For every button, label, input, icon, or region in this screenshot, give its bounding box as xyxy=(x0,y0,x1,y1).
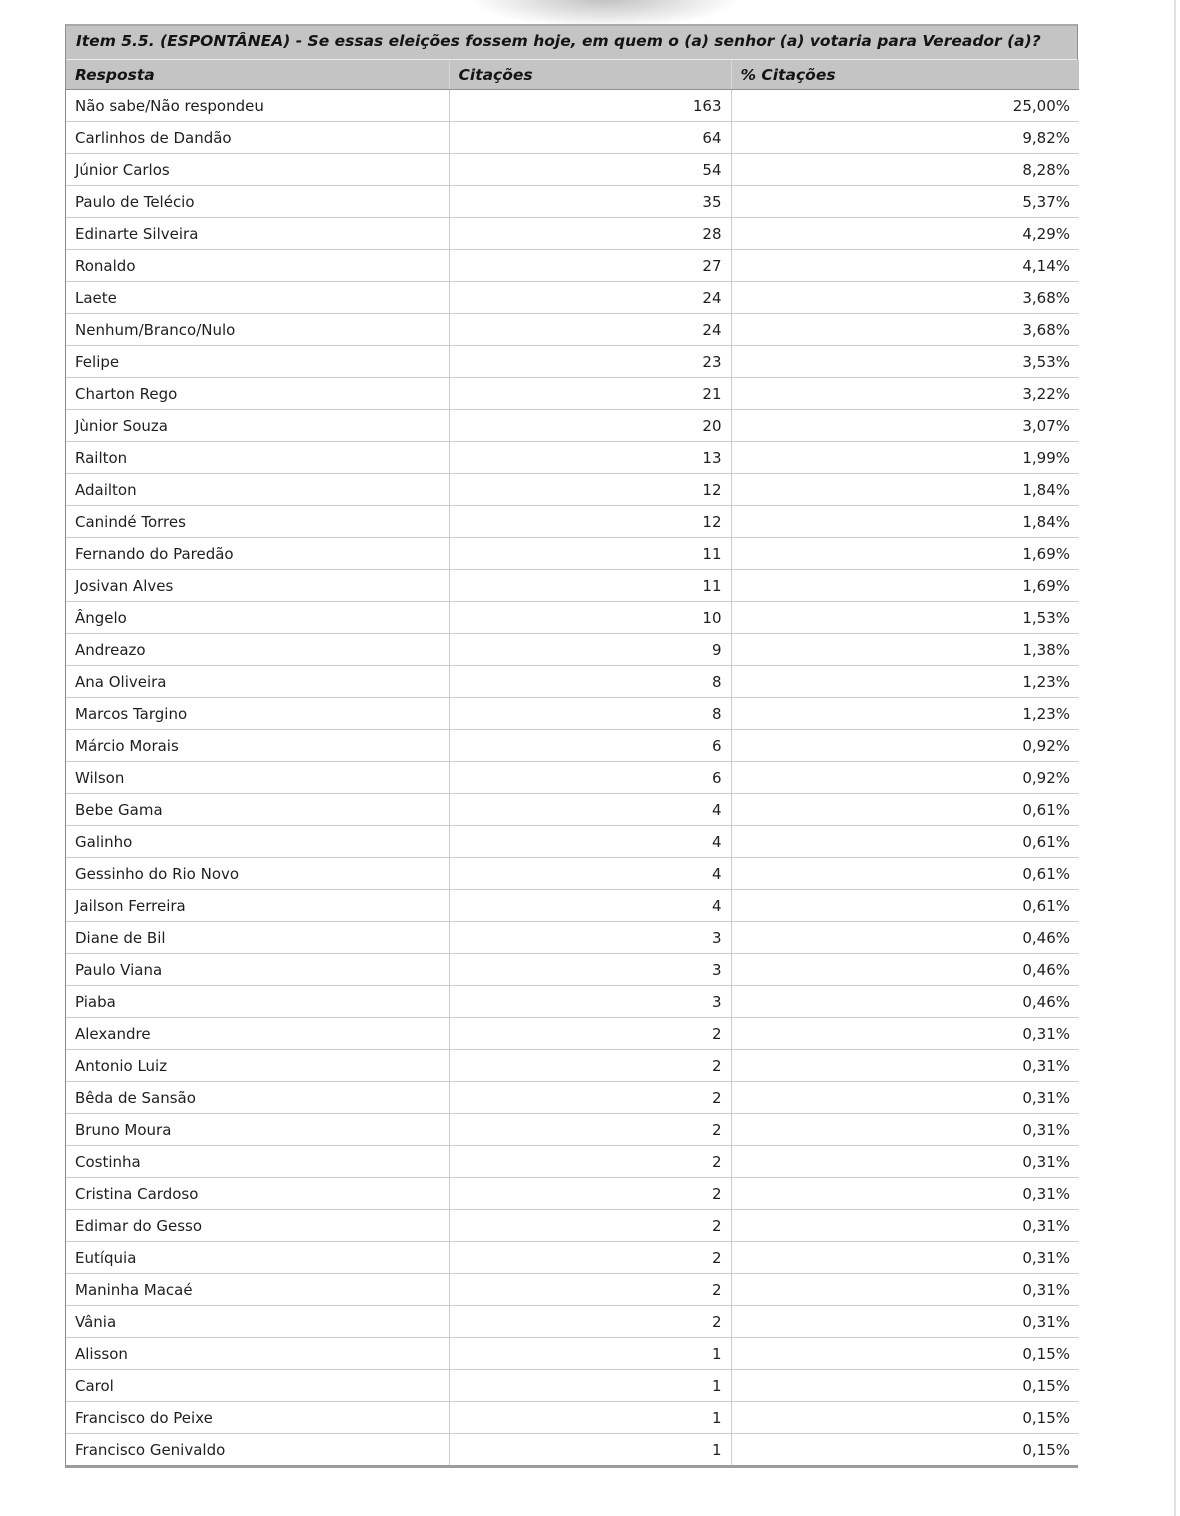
table-row xyxy=(66,826,1079,858)
pct-citacoes-cell: 0,31% xyxy=(731,1306,1079,1338)
pct-citacoes-cell: 1,84% xyxy=(731,474,1079,506)
table-row xyxy=(66,858,1079,890)
resposta-cell: Bebe Gama xyxy=(66,794,449,826)
table-row xyxy=(66,90,1079,122)
table-row xyxy=(66,218,1079,250)
resposta-cell: Felipe xyxy=(66,346,449,378)
table-row xyxy=(66,346,1079,378)
resposta-cell: Ronaldo xyxy=(66,250,449,282)
citacoes-cell: 64 xyxy=(449,122,731,154)
resposta-cell: Wilson xyxy=(66,762,449,794)
citacoes-cell: 2 xyxy=(449,1082,731,1114)
table-row xyxy=(66,1178,1079,1210)
resposta-cell: Gessinho do Rio Novo xyxy=(66,858,449,890)
table-row xyxy=(66,634,1079,666)
citacoes-cell: 4 xyxy=(449,794,731,826)
citacoes-cell: 2 xyxy=(449,1306,731,1338)
resposta-cell: Eutíquia xyxy=(66,1242,449,1274)
resposta-cell: Laete xyxy=(66,282,449,314)
citacoes-cell: 1 xyxy=(449,1402,731,1434)
pct-citacoes-cell: 0,15% xyxy=(731,1402,1079,1434)
citacoes-cell: 8 xyxy=(449,666,731,698)
pct-citacoes-cell: 0,31% xyxy=(731,1082,1079,1114)
table-row xyxy=(66,1242,1079,1274)
table-row xyxy=(66,1018,1079,1050)
citacoes-cell: 2 xyxy=(449,1274,731,1306)
table-row xyxy=(66,282,1079,314)
table-row xyxy=(66,410,1079,442)
citacoes-cell: 4 xyxy=(449,890,731,922)
table-row xyxy=(66,314,1079,346)
table-title: Item 5.5. (ESPONTÂNEA) - Se essas eleições fossem hoje, em quem o (a) senhor (a) votaria para Vereador (a)? xyxy=(66,26,1077,60)
column-header-citacoes: Citações xyxy=(449,60,731,90)
pct-citacoes-cell: 0,31% xyxy=(731,1018,1079,1050)
table-row xyxy=(66,730,1079,762)
resposta-cell: Ana Oliveira xyxy=(66,666,449,698)
resposta-cell: Jailson Ferreira xyxy=(66,890,449,922)
pct-citacoes-cell: 0,31% xyxy=(731,1242,1079,1274)
table-row xyxy=(66,378,1079,410)
resposta-cell: Fernando do Paredão xyxy=(66,538,449,570)
pct-citacoes-cell: 3,68% xyxy=(731,314,1079,346)
citacoes-cell: 6 xyxy=(449,762,731,794)
table-row xyxy=(66,794,1079,826)
citacoes-cell: 12 xyxy=(449,474,731,506)
pct-citacoes-cell: 3,22% xyxy=(731,378,1079,410)
pct-citacoes-cell: 0,61% xyxy=(731,794,1079,826)
table-row xyxy=(66,1274,1079,1306)
pct-citacoes-cell: 1,38% xyxy=(731,634,1079,666)
citacoes-cell: 2 xyxy=(449,1242,731,1274)
table-row xyxy=(66,698,1079,730)
citacoes-cell: 3 xyxy=(449,954,731,986)
resposta-cell: Paulo Viana xyxy=(66,954,449,986)
pct-citacoes-cell: 0,46% xyxy=(731,954,1079,986)
citacoes-cell: 6 xyxy=(449,730,731,762)
pct-citacoes-cell: 0,15% xyxy=(731,1370,1079,1402)
pct-citacoes-cell: 0,61% xyxy=(731,890,1079,922)
pct-citacoes-cell: 8,28% xyxy=(731,154,1079,186)
pct-citacoes-cell: 0,61% xyxy=(731,826,1079,858)
table-row xyxy=(66,1370,1079,1402)
table-row xyxy=(66,986,1079,1018)
header-row xyxy=(66,60,1079,90)
resposta-cell: Cristina Cardoso xyxy=(66,1178,449,1210)
citacoes-cell: 2 xyxy=(449,1178,731,1210)
table-row xyxy=(66,1338,1079,1370)
resposta-cell: Maninha Macaé xyxy=(66,1274,449,1306)
pct-citacoes-cell: 0,15% xyxy=(731,1338,1079,1370)
results-section xyxy=(65,24,1078,1468)
table-row xyxy=(66,602,1079,634)
citacoes-cell: 20 xyxy=(449,410,731,442)
pct-citacoes-cell: 4,14% xyxy=(731,250,1079,282)
pct-citacoes-cell: 0,92% xyxy=(731,762,1079,794)
column-header-resposta: Resposta xyxy=(66,60,449,90)
pct-citacoes-cell: 9,82% xyxy=(731,122,1079,154)
resposta-cell: Canindé Torres xyxy=(66,506,449,538)
citacoes-cell: 2 xyxy=(449,1114,731,1146)
citacoes-cell: 23 xyxy=(449,346,731,378)
resposta-cell: Francisco do Peixe xyxy=(66,1402,449,1434)
resposta-cell: Charton Rego xyxy=(66,378,449,410)
pct-citacoes-cell: 0,31% xyxy=(731,1114,1079,1146)
resposta-cell: Piaba xyxy=(66,986,449,1018)
right-frame-line xyxy=(1174,0,1176,1516)
column-header-pct-citacoes: % Citações xyxy=(731,60,1079,90)
resposta-cell: Railton xyxy=(66,442,449,474)
resposta-cell: Vânia xyxy=(66,1306,449,1338)
table-row xyxy=(66,186,1079,218)
pct-citacoes-cell: 5,37% xyxy=(731,186,1079,218)
pct-citacoes-cell: 3,68% xyxy=(731,282,1079,314)
resposta-cell: Júnior Carlos xyxy=(66,154,449,186)
table-row xyxy=(66,1402,1079,1434)
resposta-cell: Marcos Targino xyxy=(66,698,449,730)
table-row xyxy=(66,890,1079,922)
citacoes-cell: 2 xyxy=(449,1146,731,1178)
resposta-cell: Antonio Luiz xyxy=(66,1050,449,1082)
resposta-cell: Nenhum/Branco/Nulo xyxy=(66,314,449,346)
pct-citacoes-cell: 1,69% xyxy=(731,570,1079,602)
citacoes-cell: 9 xyxy=(449,634,731,666)
pct-citacoes-cell: 1,53% xyxy=(731,602,1079,634)
table-row xyxy=(66,154,1079,186)
pct-citacoes-cell: 0,31% xyxy=(731,1210,1079,1242)
pct-citacoes-cell: 0,31% xyxy=(731,1178,1079,1210)
resposta-cell: Márcio Morais xyxy=(66,730,449,762)
citacoes-cell: 27 xyxy=(449,250,731,282)
citacoes-cell: 2 xyxy=(449,1018,731,1050)
resposta-cell: Francisco Genivaldo xyxy=(66,1434,449,1466)
table-row xyxy=(66,122,1079,154)
resposta-cell: Adailton xyxy=(66,474,449,506)
resposta-cell: Ângelo xyxy=(66,602,449,634)
pct-citacoes-cell: 1,69% xyxy=(731,538,1079,570)
resposta-cell: Galinho xyxy=(66,826,449,858)
resposta-cell: Diane de Bil xyxy=(66,922,449,954)
citacoes-cell: 21 xyxy=(449,378,731,410)
pct-citacoes-cell: 0,31% xyxy=(731,1274,1079,1306)
citacoes-cell: 4 xyxy=(449,858,731,890)
resposta-cell: Carol xyxy=(66,1370,449,1402)
table-row xyxy=(66,954,1079,986)
table-row xyxy=(66,1306,1079,1338)
table-row xyxy=(66,474,1079,506)
pct-citacoes-cell: 0,46% xyxy=(731,986,1079,1018)
pct-citacoes-cell: 0,31% xyxy=(731,1050,1079,1082)
pct-citacoes-cell: 4,29% xyxy=(731,218,1079,250)
citacoes-cell: 24 xyxy=(449,314,731,346)
pct-citacoes-cell: 1,99% xyxy=(731,442,1079,474)
resposta-cell: Alexandre xyxy=(66,1018,449,1050)
citacoes-cell: 163 xyxy=(449,90,731,122)
resposta-cell: Não sabe/Não respondeu xyxy=(66,90,449,122)
citacoes-cell: 2 xyxy=(449,1050,731,1082)
pct-citacoes-cell: 1,84% xyxy=(731,506,1079,538)
citacoes-cell: 8 xyxy=(449,698,731,730)
table-row xyxy=(66,1050,1079,1082)
pct-citacoes-cell: 0,46% xyxy=(731,922,1079,954)
pct-citacoes-cell: 3,07% xyxy=(731,410,1079,442)
resposta-cell: Costinha xyxy=(66,1146,449,1178)
pct-citacoes-cell: 1,23% xyxy=(731,698,1079,730)
citacoes-cell: 1 xyxy=(449,1434,731,1466)
table-row xyxy=(66,1210,1079,1242)
resposta-cell: Alisson xyxy=(66,1338,449,1370)
table-row xyxy=(66,250,1079,282)
citacoes-cell: 4 xyxy=(449,826,731,858)
citacoes-cell: 10 xyxy=(449,602,731,634)
citacoes-cell: 3 xyxy=(449,922,731,954)
results-table xyxy=(66,60,1079,1465)
citacoes-cell: 11 xyxy=(449,570,731,602)
resposta-cell: Josivan Alves xyxy=(66,570,449,602)
citacoes-cell: 2 xyxy=(449,1210,731,1242)
citacoes-cell: 28 xyxy=(449,218,731,250)
citacoes-cell: 3 xyxy=(449,986,731,1018)
table-row xyxy=(66,1434,1079,1466)
table-row xyxy=(66,1146,1079,1178)
table-row xyxy=(66,922,1079,954)
citacoes-cell: 13 xyxy=(449,442,731,474)
table-row xyxy=(66,1114,1079,1146)
pct-citacoes-cell: 0,15% xyxy=(731,1434,1079,1466)
citacoes-cell: 11 xyxy=(449,538,731,570)
resposta-cell: Jùnior Souza xyxy=(66,410,449,442)
table-row xyxy=(66,442,1079,474)
table-row xyxy=(66,762,1079,794)
pct-citacoes-cell: 1,23% xyxy=(731,666,1079,698)
pct-citacoes-cell: 0,31% xyxy=(731,1146,1079,1178)
resposta-cell: Edinarte Silveira xyxy=(66,218,449,250)
resposta-cell: Edimar do Gesso xyxy=(66,1210,449,1242)
table-row xyxy=(66,1082,1079,1114)
resposta-cell: Bruno Moura xyxy=(66,1114,449,1146)
table-body xyxy=(66,90,1079,1466)
citacoes-cell: 1 xyxy=(449,1338,731,1370)
resposta-cell: Paulo de Telécio xyxy=(66,186,449,218)
pct-citacoes-cell: 0,92% xyxy=(731,730,1079,762)
citacoes-cell: 35 xyxy=(449,186,731,218)
pct-citacoes-cell: 0,61% xyxy=(731,858,1079,890)
citacoes-cell: 12 xyxy=(449,506,731,538)
pct-citacoes-cell: 25,00% xyxy=(731,90,1079,122)
table-row xyxy=(66,666,1079,698)
resposta-cell: Bêda de Sansão xyxy=(66,1082,449,1114)
citacoes-cell: 54 xyxy=(449,154,731,186)
pct-citacoes-cell: 3,53% xyxy=(731,346,1079,378)
table-row xyxy=(66,538,1079,570)
resposta-cell: Andreazo xyxy=(66,634,449,666)
citacoes-cell: 24 xyxy=(449,282,731,314)
table-row xyxy=(66,506,1079,538)
resposta-cell: Carlinhos de Dandão xyxy=(66,122,449,154)
table-row xyxy=(66,570,1079,602)
citacoes-cell: 1 xyxy=(449,1370,731,1402)
